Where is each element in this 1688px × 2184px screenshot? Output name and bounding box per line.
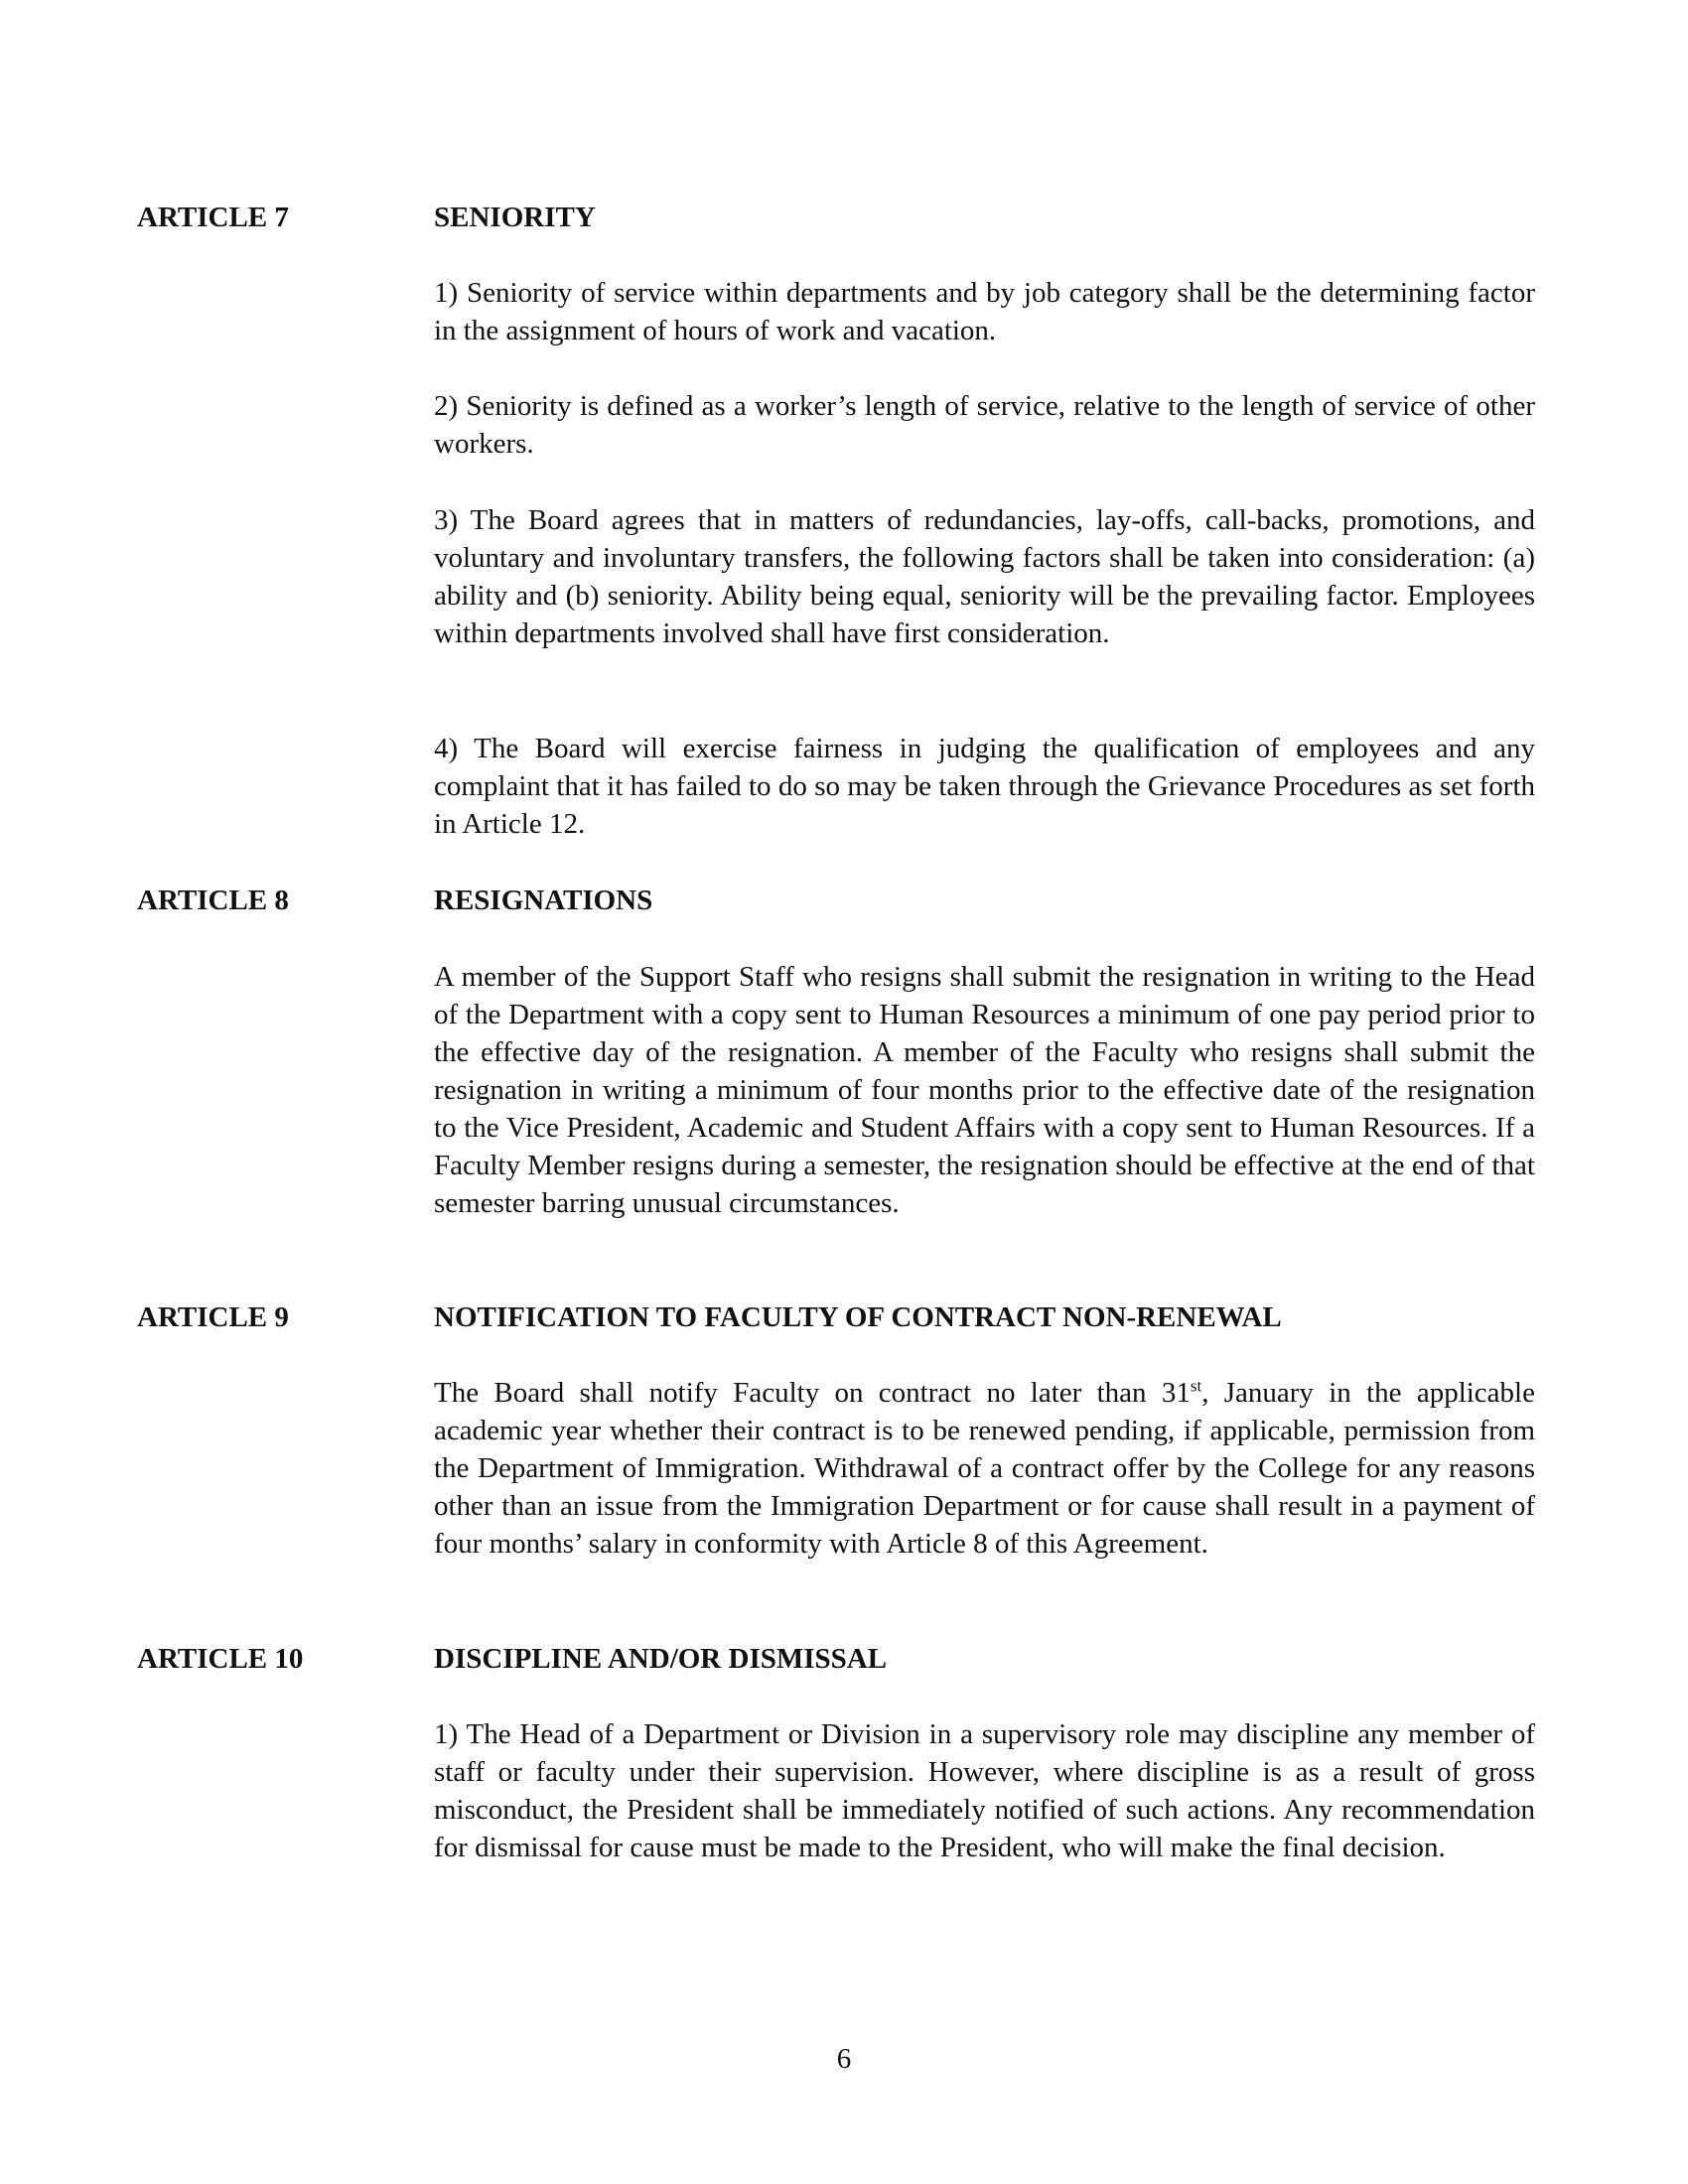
- article-8-paragraph-1: A member of the Support Staff who resigns shall submit the resignation in writing to the Head of the Department with a copy sent to Human Resources a minimum of one pay period prior to the effective day of the resignation. A member of the Faculty who resigns shall submit the resignation in writing a minimum of four months prior to the effective date of the resignation to the Vice President, Academic and Student Affairs with a copy sent to Human Resources. If a Faculty Member resigns during a semester, the resignation should be effective at the end of that semester barring unusual circumstances.: [434, 961, 1535, 1219]
- article-10-paragraph-1: 1) The Head of a Department or Division in a supervisory role may discipline any member of staff or faculty under their supervision. However, where discipline is as a result of gross misconduct, the President shall be immediately notified of such actions. Any recommendation for dismissal for cause must be made to the President, who will make the final decision.: [434, 1718, 1535, 1863]
- article-9-label: ARTICLE 9: [137, 1301, 289, 1333]
- article-7-paragraph-1: 1) Seniority of service within departments and by job category shall be the determining factor in the assignment of hours of work and vacation.: [434, 277, 1535, 346]
- article-7-paragraph-4: 4) The Board will exercise fairness in judging the qualification of employees and any complaint that it has failed to do so may be taken through the Grievance Procedures as set forth in Article 12.: [434, 733, 1535, 840]
- page-number: 6: [836, 2043, 852, 2075]
- article-7-paragraph-3: 3) The Board agrees that in matters of redundancies, lay-offs, call-backs, promotions, and voluntary and involuntary transfers, the following factors shall be taken into consideration: (a) ability and (b) seniority. Ability being equal, seniority will be the prevailing factor. Employees within departments involved shall have first consideration.: [434, 504, 1535, 649]
- article-8-label: ARTICLE 8: [137, 885, 289, 916]
- article-9-text-part-1: The Board shall notify Faculty on contract no later than 31: [434, 1377, 1191, 1409]
- article-7-paragraph-2: 2) Seniority is defined as a worker’s length of service, relative to the length of service of other workers.: [434, 390, 1535, 460]
- article-10-title: DISCIPLINE AND/OR DISMISSAL: [434, 1643, 888, 1675]
- article-9-title: NOTIFICATION TO FACULTY OF CONTRACT NON-RENEWAL: [434, 1301, 1282, 1333]
- article-9-text-part-2: , January in the applicable academic year whether their contract is to be renewed pending, if applicable, permission from the Department of Immigration. Withdrawal of a contract offer by the College for any reasons other than an issue from the Immigration Department or for cause shall result in a payment of four months’ salary in conformity with Article 8 of this Agreement.: [434, 1377, 1535, 1560]
- article-8-title: RESIGNATIONS: [434, 885, 653, 916]
- article-10-label: ARTICLE 10: [137, 1643, 304, 1675]
- article-9-ordinal-suffix: st: [1190, 1376, 1202, 1396]
- article-9-paragraph-1: [434, 1374, 1535, 1563]
- article-7-label: ARTICLE 7: [137, 202, 289, 233]
- article-7-title: SENIORITY: [434, 202, 596, 233]
